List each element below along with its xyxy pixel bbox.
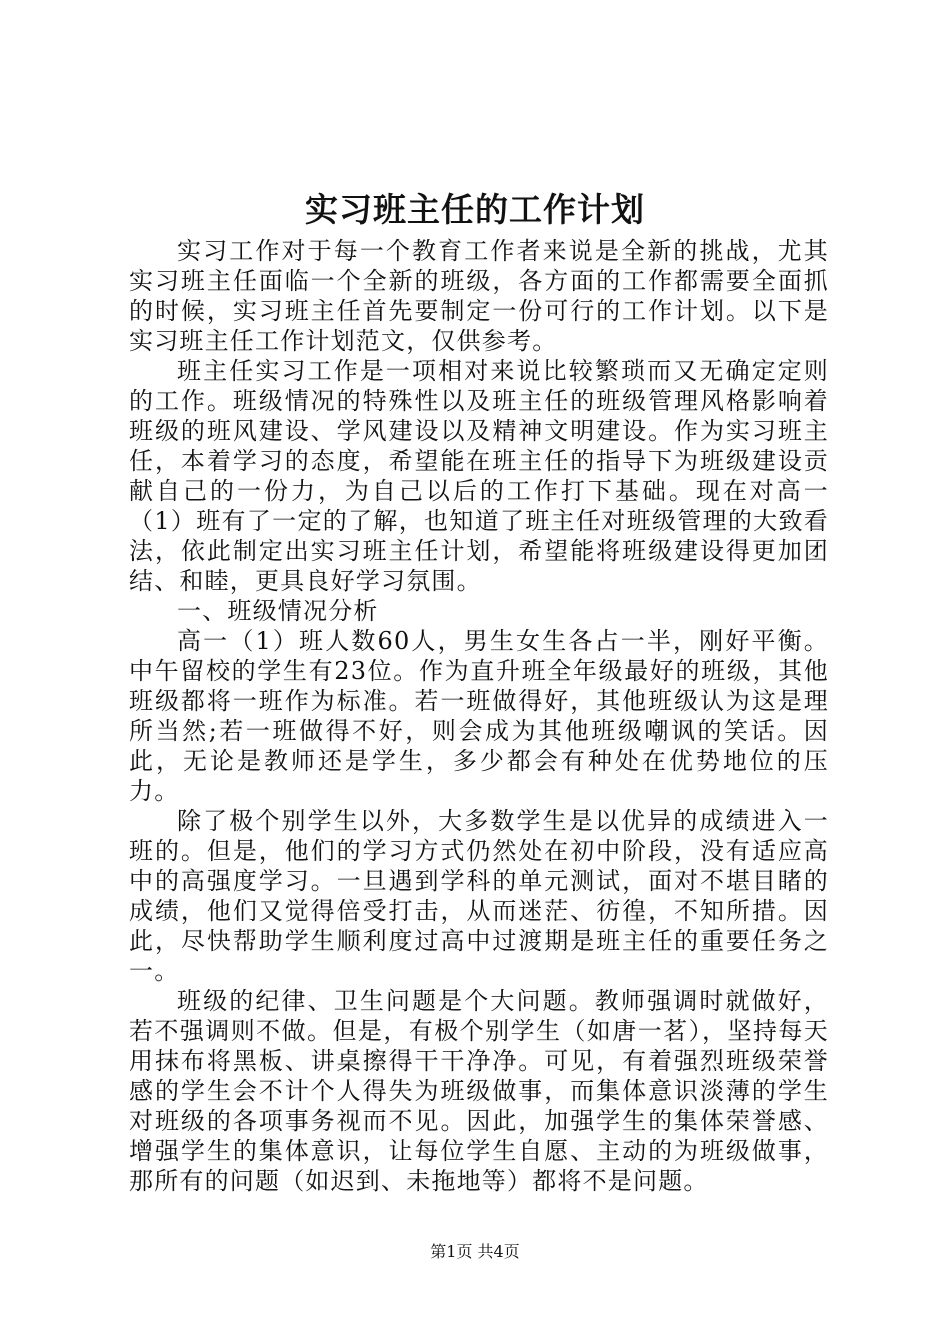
paragraph: 高一（1）班人数60人，男生女生各占一半，刚好平衡。中午留校的学生有23位。作为直升班全年级最好的班级，其他班级都将一班作为标准。若一班做得好，其他班级认为这是理所当然;若一班做得不好，则会成为其他班级嘲讽的笑话。因此，无论是教师还是学生，多少都会有种处在优势地位的压力。	[129, 627, 829, 805]
page-footer: 第1页 共4页	[430, 1242, 520, 1261]
document-body	[129, 236, 829, 1196]
paragraph: 除了极个别学生以外，大多数学生是以优异的成绩进入一班的。但是，他们的学习方式仍然处在初中阶段，没有适应高中的高强度学习。一旦遇到学科的单元测试，面对不堪目睹的成绩，他们又觉得倍受打击，从而迷茫、彷徨，不知所措。因此，尽快帮助学生顺利度过高中过渡期是班主任的重要任务之一。	[129, 807, 829, 985]
paragraph: 班级的纪律、卫生问题是个大问题。教师强调时就做好，若不强调则不做。但是，有极个别学生（如唐一茗），坚持每天用抹布将黑板、讲桌擦得干干净净。可见，有着强烈班级荣誉感的学生会不计个人得失为班级做事，而集体意识淡薄的学生对班级的各项事务视而不见。因此，加强学生的集体荣誉感、增强学生的集体意识，让每位学生自愿、主动的为班级做事，那所有的问题（如迟到、未拖地等）都将不是问题。	[129, 987, 829, 1195]
document-title: 实习班主任的工作计划	[305, 190, 645, 229]
paragraph: 班主任实习工作是一项相对来说比较繁琐而又无确定定则的工作。班级情况的特殊性以及班主任的班级管理风格影响着班级的班风建设、学风建设以及精神文明建设。作为实习班主任，本着学习的态度，希望能在班主任的指导下为班级建设贡献自己的一份力，为自己以后的工作打下基础。现在对高一（1）班有了一定的了解，也知道了班主任对班级管理的大致看法，依此制定出实习班主任计划，希望能将班级建设得更加团结、和睦，更具良好学习氛围。	[129, 357, 829, 595]
section-heading: 一、班级情况分析	[177, 597, 379, 625]
paragraph: 实习工作对于每一个教育工作者来说是全新的挑战，尤其实习班主任面临一个全新的班级，各方面的工作都需要全面抓的时候，实习班主任首先要制定一份可行的工作计划。以下是实习班主任工作计划范文，仅供参考。	[129, 237, 829, 355]
